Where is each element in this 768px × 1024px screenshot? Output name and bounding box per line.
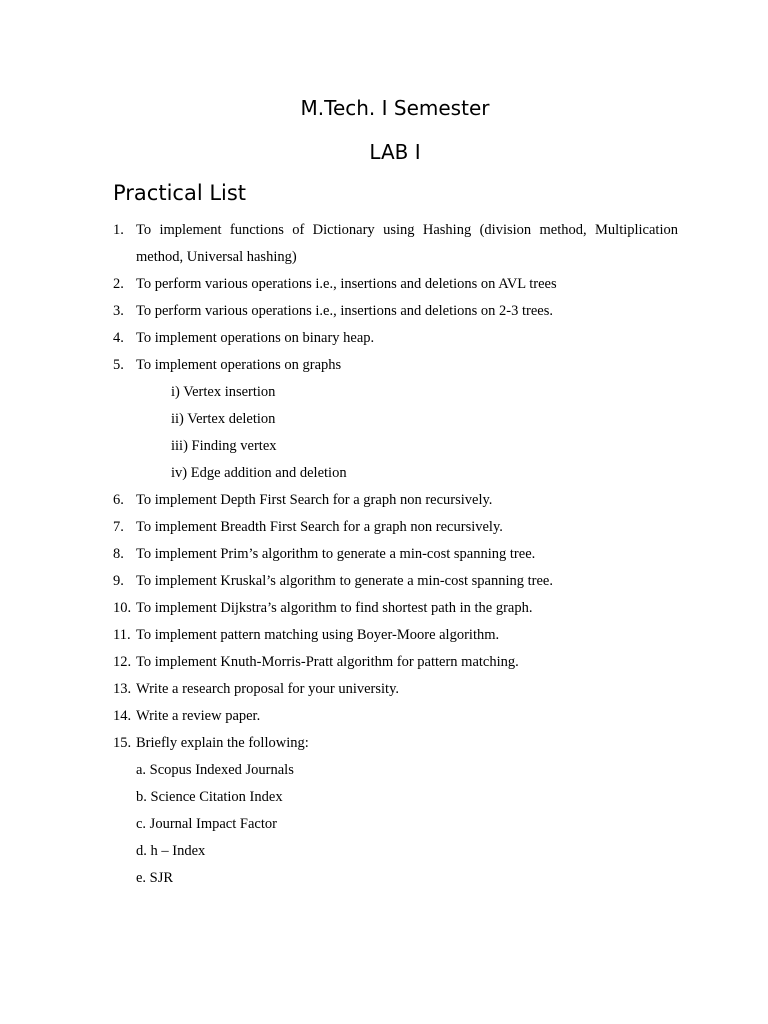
item-text: Briefly explain the following:: [136, 735, 309, 751]
item-text: To implement Kruskal’s algorithm to generate a min-cost spanning tree.: [136, 573, 553, 589]
sub-item: iii) Finding vertex: [171, 438, 277, 454]
item-number: 6.: [113, 492, 124, 508]
list-item: [0, 217, 768, 271]
item-text: To implement Breadth First Search for a graph non recursively.: [136, 519, 503, 535]
list-item: [0, 595, 768, 622]
item-number: 7.: [113, 519, 124, 535]
sub-item: d. h – Index: [136, 843, 206, 859]
item-text: To perform various operations i.e., insertions and deletions on 2-3 trees.: [136, 303, 553, 319]
item-number: 15.: [113, 735, 132, 751]
item-number: 12.: [113, 654, 132, 670]
list-item: [0, 514, 768, 541]
list-item: [0, 541, 768, 568]
item-text: To implement operations on graphs: [136, 357, 342, 373]
list-item: [0, 352, 768, 487]
item-text: To implement functions of Dictionary using Hashing (division method, Multiplication method, Universal hashing): [136, 222, 678, 265]
list-item: [0, 325, 768, 352]
sub-item: c. Journal Impact Factor: [136, 816, 277, 832]
item-text: Write a research proposal for your university.: [136, 681, 400, 697]
item-number: 10.: [113, 600, 132, 616]
item-number: 8.: [113, 546, 124, 562]
item-text: To implement Depth First Search for a graph non recursively.: [136, 492, 493, 508]
sub-item: iv) Edge addition and deletion: [171, 465, 347, 481]
list-item: [0, 568, 768, 595]
document-title: M.Tech. I Semester: [300, 96, 490, 120]
item-text: To perform various operations i.e., insertions and deletions on AVL trees: [136, 276, 557, 292]
item-text: To implement Prim’s algorithm to generate a min-cost spanning tree.: [136, 546, 536, 562]
item-text: To implement pattern matching using Boyer-Moore algorithm.: [136, 627, 500, 643]
item-number: 3.: [113, 303, 124, 319]
section-heading: Practical List: [113, 181, 247, 205]
item-text: To implement Knuth-Morris-Pratt algorithm for pattern matching.: [136, 654, 519, 670]
sub-item: ii) Vertex deletion: [171, 411, 276, 427]
list-item: [0, 298, 768, 325]
sub-item: a. Scopus Indexed Journals: [136, 762, 294, 778]
item-number: 11.: [113, 627, 131, 643]
list-item: [0, 622, 768, 649]
sub-item: e. SJR: [136, 870, 174, 886]
item-number: 14.: [113, 708, 132, 724]
list-item: [0, 703, 768, 730]
list-item: [0, 271, 768, 298]
list-item: [0, 676, 768, 703]
item-text: Write a review paper.: [136, 708, 261, 724]
item-number: 4.: [113, 330, 124, 346]
sub-item: b. Science Citation Index: [136, 789, 283, 805]
document-subtitle: LAB I: [369, 140, 421, 164]
sub-item: i) Vertex insertion: [171, 384, 276, 400]
item-text: To implement Dijkstra’s algorithm to find shortest path in the graph.: [136, 600, 533, 616]
item-number: 5.: [113, 357, 124, 373]
item-text: To implement operations on binary heap.: [136, 330, 375, 346]
list-item: [0, 487, 768, 514]
item-number: 1.: [113, 222, 124, 238]
list-item: [0, 730, 768, 892]
item-number: 9.: [113, 573, 124, 589]
item-number: 2.: [113, 276, 124, 292]
list-item: [0, 649, 768, 676]
item-number: 13.: [113, 681, 132, 697]
practical-list: [0, 217, 768, 892]
